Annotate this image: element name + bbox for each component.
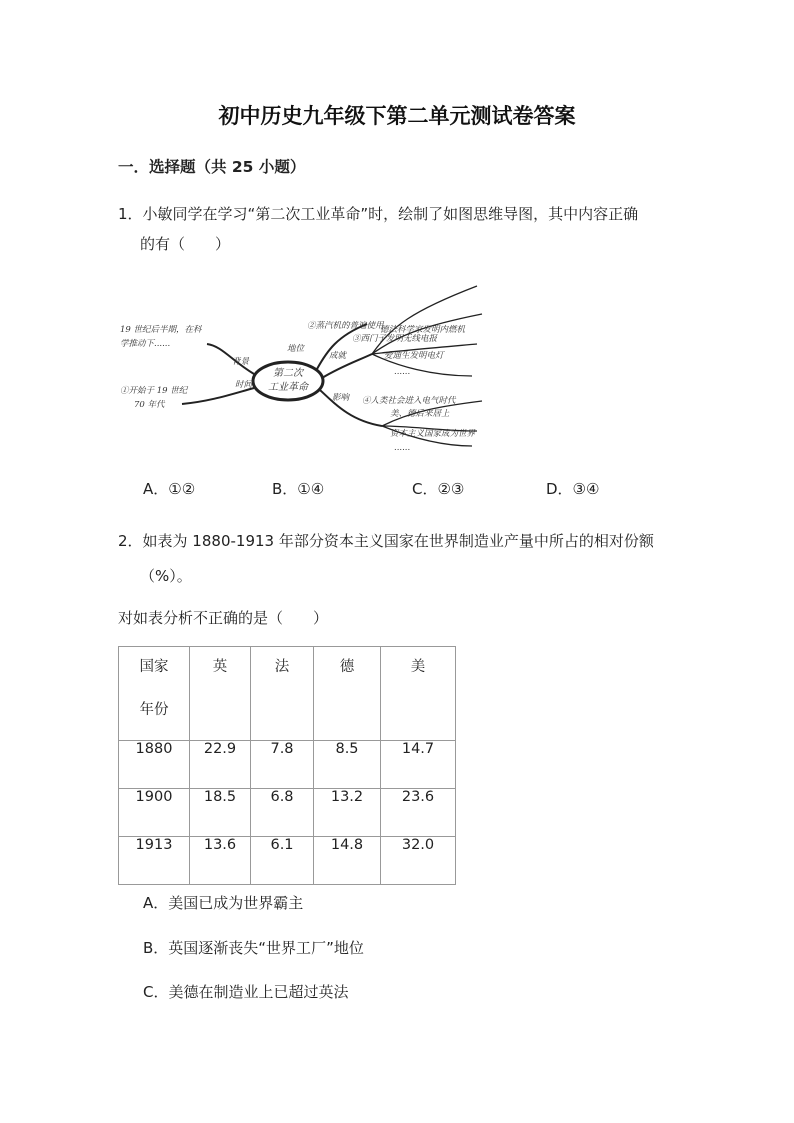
q2-option-a[interactable]: A．美国已成为世界霸主	[143, 894, 304, 912]
value-cell: 14.7	[381, 741, 456, 789]
question-2-prompt: 对如表分析不正确的是（ ）	[118, 609, 329, 627]
mindmap-center-line1: 第二次	[273, 368, 303, 379]
value-cell: 6.1	[251, 837, 314, 885]
q1-option-d[interactable]: D．③④	[546, 480, 600, 498]
document-title: 初中历史九年级下第二单元测试卷答案	[218, 103, 576, 128]
value-cell: 8.5	[314, 741, 381, 789]
year-cell: 1880	[119, 741, 190, 789]
mindmap-branch-impact: 影响	[332, 393, 350, 403]
mindmap-right-dots-1: ......	[394, 367, 411, 377]
question-2-stem-cont: （%）。	[140, 567, 192, 585]
table-header-row	[119, 647, 456, 741]
question-1-stem-cont: 的有（ ）	[140, 235, 231, 253]
question-2-stem: 2．如表为 1880-1913 年部分资本主义国家在世界制造业产量中所占的相对份额	[118, 532, 654, 550]
mindmap-branch-status: 地位	[287, 344, 305, 354]
value-cell: 13.2	[314, 789, 381, 837]
section-heading: 一．选择题（共 25 小题）	[118, 158, 306, 176]
header-cell	[381, 647, 456, 741]
value-cell: 23.6	[381, 789, 456, 837]
header-cell	[314, 647, 381, 741]
value-cell: 14.8	[314, 837, 381, 885]
value-cell: 32.0	[381, 837, 456, 885]
header-cell	[190, 647, 251, 741]
mindmap-left-bottom-1: ①开始于 19 世纪	[120, 386, 188, 396]
table-corner-cell	[119, 647, 190, 741]
header-country: 国家	[139, 659, 169, 675]
q2-option-b[interactable]: B．英国逐渐丧失“世界工厂”地位	[143, 939, 364, 957]
value-cell: 18.5	[190, 789, 251, 837]
table-row	[119, 837, 456, 885]
table-row	[119, 789, 456, 837]
mindmap-left-top-1: 19 世纪后半期，在科	[120, 325, 202, 335]
country-usa: 美	[410, 659, 426, 675]
mindmap-branch-time: 时间	[235, 380, 253, 390]
year-cell: 1900	[119, 789, 190, 837]
mindmap-right-2: ③西门子发明无线电报	[352, 334, 438, 344]
mindmap-right-3: 爱迪生发明电灯	[384, 351, 444, 361]
mindmap-right-5: ④人类社会进入电气时代	[362, 396, 456, 406]
mindmap-right-7: 资本主义国家成为世界	[390, 429, 476, 439]
q1-option-c[interactable]: C．②③	[412, 480, 465, 498]
mindmap-branch-achievement: 成就	[329, 351, 347, 361]
country-germany: 德	[339, 659, 355, 675]
question-1-stem: 1．小敏同学在学习“第二次工业革命”时，绘制了如图思维导图，其中内容正确	[118, 205, 639, 223]
mindmap-branch-background: 背景	[232, 357, 250, 367]
header-cell	[251, 647, 314, 741]
country-uk: 英	[212, 659, 228, 675]
value-cell: 6.8	[251, 789, 314, 837]
q1-option-b[interactable]: B．①④	[272, 480, 325, 498]
header-year: 年份	[139, 702, 169, 718]
q1-option-a[interactable]: A．①②	[143, 480, 196, 498]
share-table	[118, 646, 456, 885]
mindmap-right-dots-2: ......	[394, 443, 411, 453]
value-cell: 7.8	[251, 741, 314, 789]
mindmap-right-1: ②蒸汽机的普遍使用	[307, 321, 384, 331]
value-cell: 22.9	[190, 741, 251, 789]
table-row	[119, 741, 456, 789]
mindmap-center-line2: 工业革命	[268, 382, 308, 393]
mindmap-left-top-2: 学推动下......	[120, 339, 171, 349]
q2-option-c[interactable]: C．美德在制造业上已超过英法	[143, 983, 349, 1001]
mind-map-figure	[112, 266, 487, 456]
value-cell: 13.6	[190, 837, 251, 885]
mindmap-left-bottom-2: 70 年代	[134, 400, 165, 410]
country-france: 法	[274, 659, 290, 675]
year-cell: 1913	[119, 837, 190, 885]
mindmap-right-6: 美、德后来居上	[390, 409, 450, 419]
mindmap-right-4: 德法科学家发明内燃机	[380, 325, 466, 335]
